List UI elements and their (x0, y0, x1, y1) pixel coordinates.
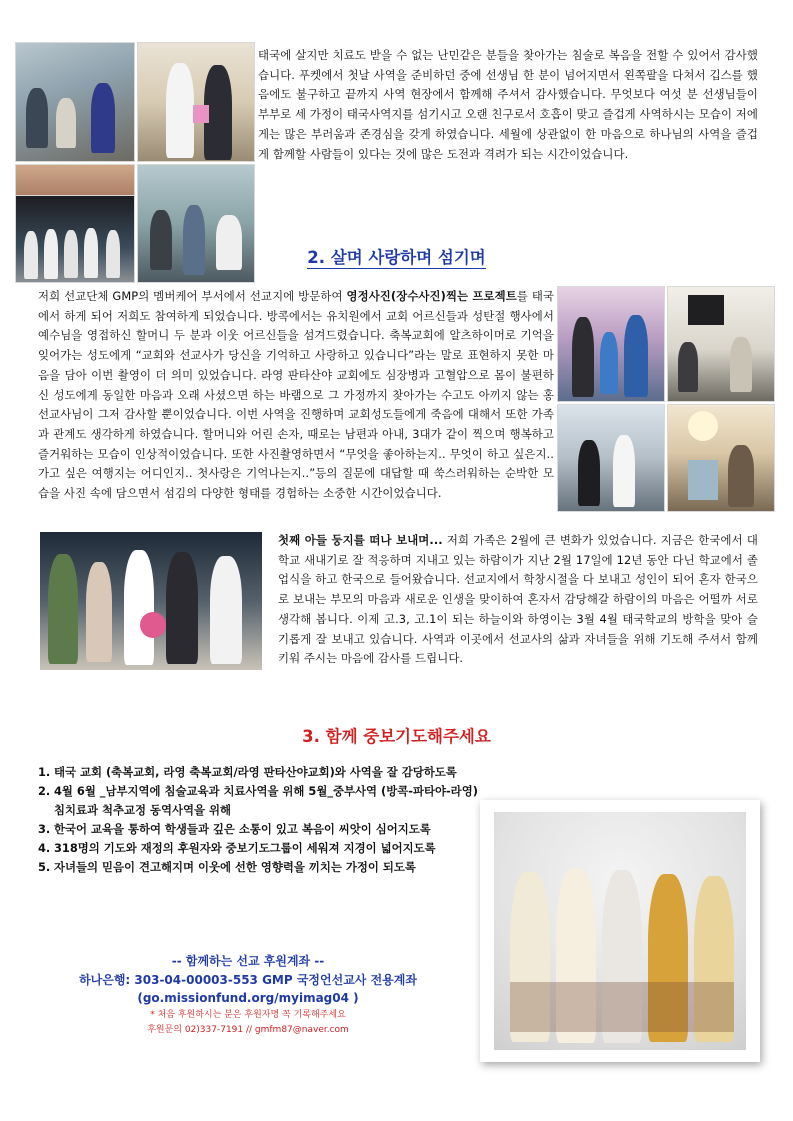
contact-info: 후원문의 02)337-7191 // gmfm87@naver.com (147, 1024, 349, 1035)
para1-lead: 저희 선교단체 GMP의 멤버케어 부서에서 선교지에 방문하여 (38, 289, 347, 303)
support-heading: -- 함께하는 선교 후원계좌 -- (171, 954, 325, 968)
photo-acupuncture-clinic (15, 42, 135, 162)
photo-studio-setup (667, 286, 775, 402)
prayer-item: 3. 한국어 교육을 통하여 학생들과 깊은 소통이 있고 복음이 씨앗이 심어지도록 (38, 822, 431, 836)
photo-elder-portrait (667, 404, 775, 512)
prayer-item: 4. 318명의 기도와 재정의 후원자와 중보기도그룹이 세워져 지경이 넓어지도록 (38, 841, 436, 855)
photo-camera-shooting (557, 404, 665, 512)
para2-body: 저희 가족은 2월에 큰 변화가 있었습니다. 지금은 한국에서 대학교 새내기로 잘 적응하며 지내고 있는 하람이가 지난 2월 17일에 12년 동안 다닌 학교에서 졸업식을 하고 한국으로 들어왔습니다. 선교지에서 학창시절을 다 보내고 성인이 되어 혼자 한국으로 보내는 부모의 마음과 새로운 인생을 맞이하여 혼자서 감당해갈 하람이의 마음은 어떨까 서로 생각해 봅니다. 이제 고.3, 고.1이 되는 하늘이와 하영이는 3월 4월 태국학교의 방학을 맞아 슬기롭게 잘 보내고 있습니다. 사역과 이곳에서 선교사의 삶과 자녀들을 위해 기도해 주셔서 함께 키워 주시는 마음에 감사를 드립니다. (278, 533, 758, 666)
son-leaving-nest-bold: 첫째 아들 둥지를 떠나 보내며... (278, 533, 443, 547)
prayer-item: 5. 자녀들의 믿음이 견고해지며 이웃에 선한 영향력을 끼치는 가정이 되도록 (38, 860, 416, 874)
para1-body: 를 태국에서 하게 되어 저희도 참여하게 되었습니다. 방콕에서는 유치원에서 교회 어르신들과 성탄절 행사에서 예수님을 영접하신 할머니 두 분과 이웃 어르신들을 섬겨드렸습니다. 축복교회에 알츠하이머로 기억을 잊어가는 성도에게 “교회와 선교사가 당신을 기억하고 사랑하고 있습니다”라는 말로 표현하지 못한 마음을 담아 이번 촬영이 더 의미 있었습니다. 라영 판타산야 교회에도 심장병과 고혈압으로 몸이 불편하신 성도에게 동일한 마음과 오래 사셨으면 하는 바램으로 그 가정까지 찾아가는 수고도 아끼지 않는 홍선교사님이 그저 감사할 뿐이었습니다. 이번 사역을 진행하며 교회성도들에게 죽음에 대해서 또한 가족과 관계도 생각하게 하였습니다. 할머니와 어린 손자, 때로는 남편과 아내, 3대가 같이 찍으며 행복하고 즐거워하는 모습이 인상적이었습니다. 또한 사진촬영하면서 “무엇을 좋아하는지.. 무엇이 하고 싶은지.. 가고 싶은 여행지는 어디인지.. 첫사랑은 기억나는지..”등의 질문에 대답할 때 쑥스러워하는 순박한 모습을 사진 속에 담으면서 섬김의 다양한 형태를 경험하는 소중한 시간이었습니다. (38, 289, 555, 501)
section3-heading (0, 723, 793, 747)
section2-paragraph2 (278, 531, 758, 669)
photo-doctors-gift (137, 42, 255, 162)
project-title-bold: 영정사진(장수사진)찍는 프로젝트 (346, 289, 517, 303)
photo-night-gathering (15, 195, 135, 283)
prayer-item: 1. 태국 교회 (축복교회, 라영 축복교회/라영 판타산야교회)와 사역을 잘 감당하도록 (38, 765, 457, 779)
section3-title: 3. 함께 중보기도해주세요 (302, 727, 491, 746)
photo-family-thai-costume (494, 812, 746, 1050)
section2-title: 2. 살며 사랑하며 섬기며 (307, 248, 486, 267)
support-account-block (38, 952, 458, 1038)
mission-fund-link[interactable]: (go.missionfund.org/myimag04 ) (137, 991, 359, 1005)
photo-graduation (40, 532, 262, 670)
first-donor-note: * 처음 후원하시는 분은 후원자명 꼭 기록해주세요 (150, 1009, 346, 1020)
photo-family-portrait-session (557, 286, 665, 402)
section2-heading (0, 244, 793, 268)
section2-paragraph1 (38, 287, 554, 504)
prayer-item: 2. 4월 6월 _남부지역에 침술교육과 치료사역을 위해 5월_중부사역 (방콕-파타야-라영) 침치료과 척추교정 동역사역을 위해 (38, 784, 478, 817)
bank-account: 하나은행: 303-04-00003-553 GMP 국정언선교사 전용계좌 (79, 972, 417, 987)
top-paragraph: 태국에 살지만 치료도 받을 수 없는 난민같은 분들을 찾아가는 침술로 복음을 전할 수 있어서 감사했습니다. 푸켓에서 첫날 사역을 준비하던 중에 선생님 한 분이 넘어지면서 왼쪽팔을 다쳐서 깁스를 했음에도 불구하고 끝까지 사역 현장에서 함께해 주셔서 감사했습니다. 무엇보다 여섯 분 선생님들이 부부로 세 가정이 태국사역지를 섬기시고 오랜 친구로서 호흡이 맞고 즐겁게 사역하시는 모습이 저에게는 많은 부러움과 존경심을 갖게 하였습니다. 세월에 상관없이 한 마음으로 하나님의 사역을 즐겁게 함께할 사람들이 있다는 것에 많은 도전과 격려가 되는 시간이었습니다. (258, 48, 758, 161)
family-photo-frame (480, 800, 760, 1062)
